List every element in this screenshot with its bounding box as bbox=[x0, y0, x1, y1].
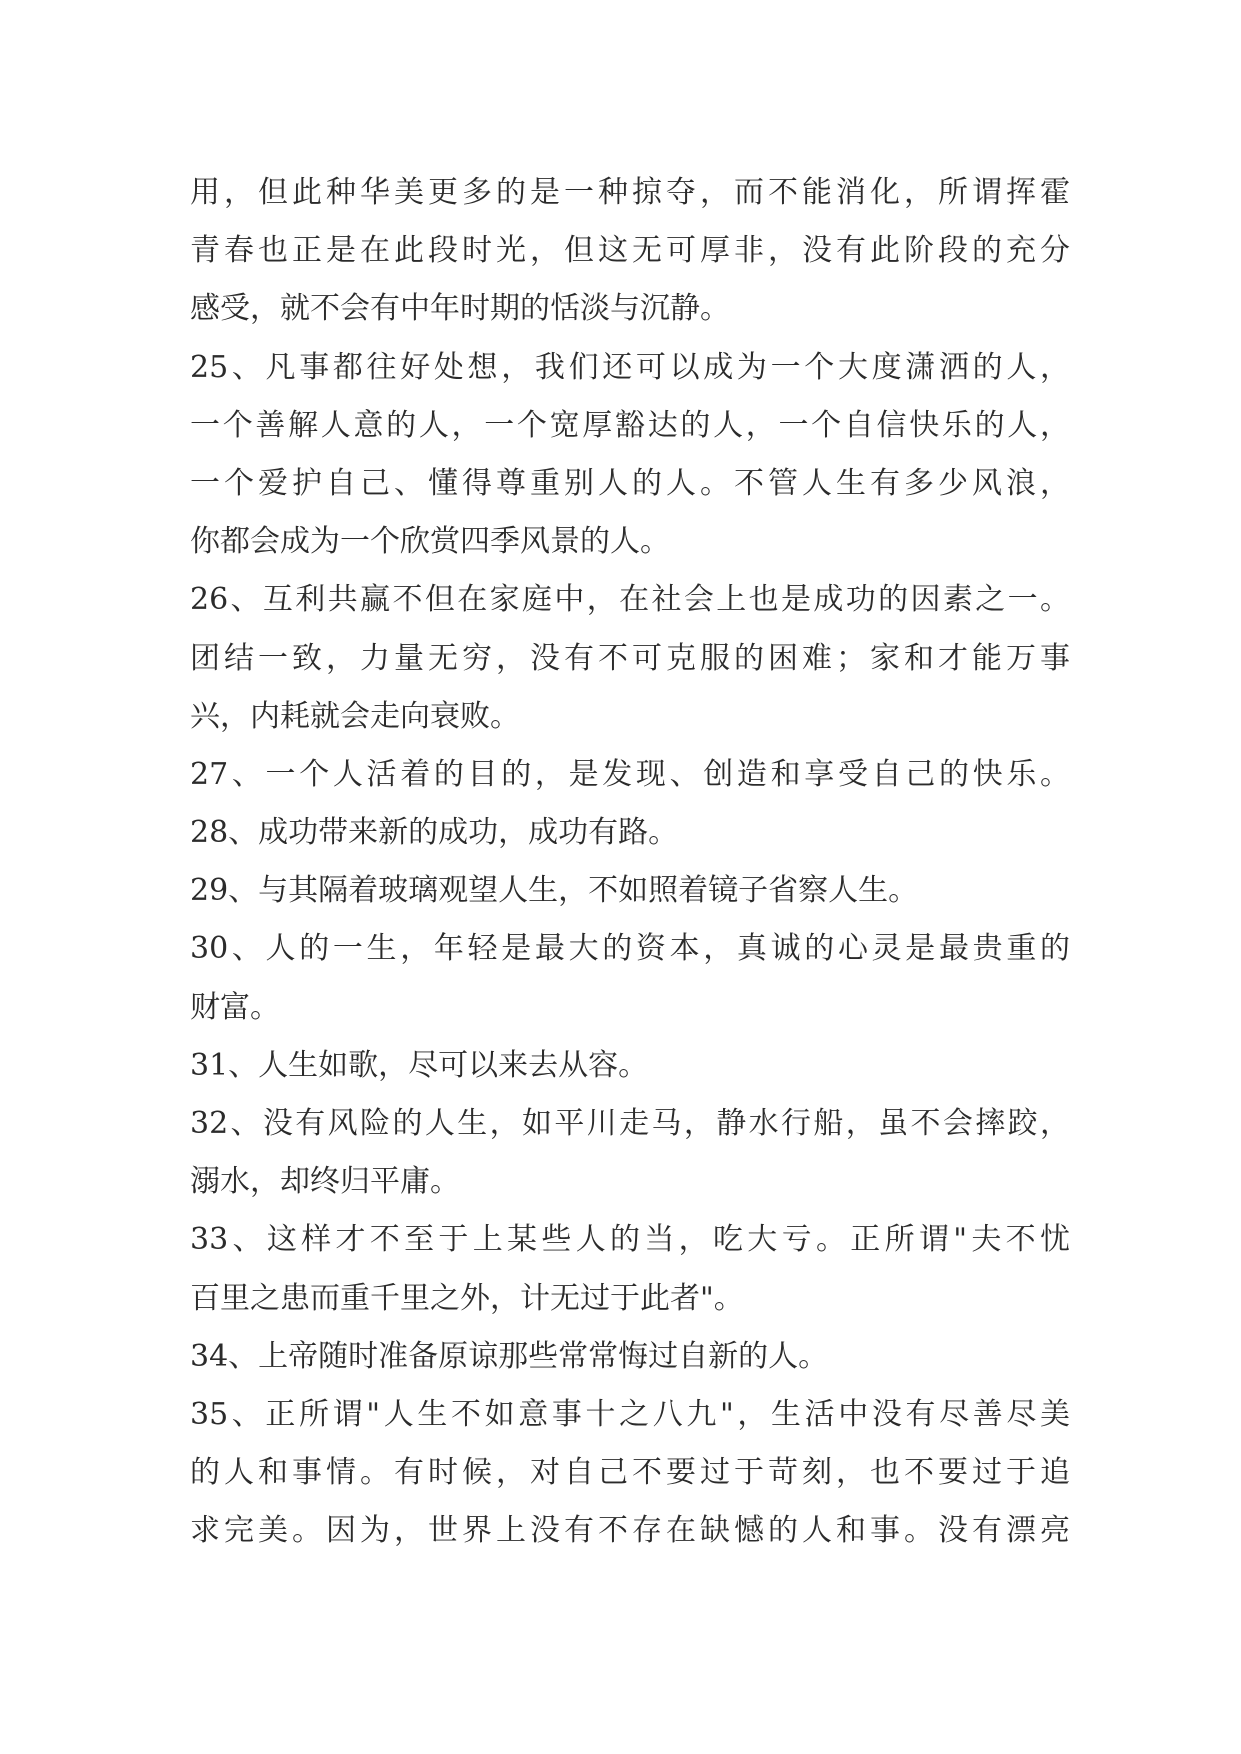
text-line: 25、凡事都往好处想，我们还可以成为一个大度潇洒的人， bbox=[190, 349, 1070, 385]
body-text bbox=[190, 164, 1070, 1561]
text-line: 28、成功带来新的成功，成功有路。 bbox=[190, 815, 679, 851]
text-line: 30、人的一生，年轻是最大的资本，真诚的心灵是最贵重的 bbox=[190, 931, 1070, 967]
text-line: 求完美。因为，世界上没有不存在缺憾的人和事。没有漂亮 bbox=[190, 1513, 1070, 1549]
text-line: 31、人生如歌，尽可以来去从容。 bbox=[190, 1047, 649, 1083]
text-line: 29、与其隔着玻璃观望人生，不如照着镜子省察人生。 bbox=[190, 873, 919, 909]
text-line: 26、互利共赢不但在家庭中，在社会上也是成功的因素之一。 bbox=[190, 582, 1070, 618]
text-line: 一个善解人意的人，一个宽厚豁达的人，一个自信快乐的人， bbox=[190, 407, 1070, 443]
text-line: 27、一个人活着的目的，是发现、创造和享受自己的快乐。 bbox=[190, 756, 1070, 792]
text-line: 感受，就不会有中年时期的恬淡与沉静。 bbox=[190, 291, 730, 327]
text-line: 青春也正是在此段时光，但这无可厚非，没有此阶段的充分 bbox=[190, 233, 1070, 269]
text-line: 用，但此种华美更多的是一种掠夺，而不能消化，所谓挥霍 bbox=[190, 175, 1070, 210]
text-line: 的人和事情。有时候，对自己不要过于苛刻，也不要过于追 bbox=[190, 1455, 1070, 1491]
text-line: 32、没有风险的人生，如平川走马，静水行船，虽不会摔跤， bbox=[190, 1106, 1070, 1141]
text-line: 你都会成为一个欣赏四季风景的人。 bbox=[190, 524, 670, 560]
text-line: 34、上帝随时准备原谅那些常常悔过自新的人。 bbox=[190, 1338, 829, 1374]
text-line: 百里之患而重千里之外，计无过于此者"。 bbox=[190, 1280, 744, 1316]
text-line: 财富。 bbox=[190, 989, 280, 1025]
text-line: 一个爱护自己、懂得尊重别人的人。不管人生有多少风浪， bbox=[190, 465, 1070, 501]
text-line: 兴，内耗就会走向衰败。 bbox=[190, 698, 520, 734]
text-line: 35、正所谓"人生不如意事十之八九"，生活中没有尽善尽美 bbox=[190, 1396, 1070, 1432]
text-line: 团结一致，力量无穷，没有不可克服的困难；家和才能万事 bbox=[190, 640, 1070, 676]
text-line: 溺水，却终归平庸。 bbox=[190, 1164, 460, 1200]
text-line: 33、这样才不至于上某些人的当，吃大亏。正所谓"夫不忧 bbox=[190, 1222, 1070, 1258]
